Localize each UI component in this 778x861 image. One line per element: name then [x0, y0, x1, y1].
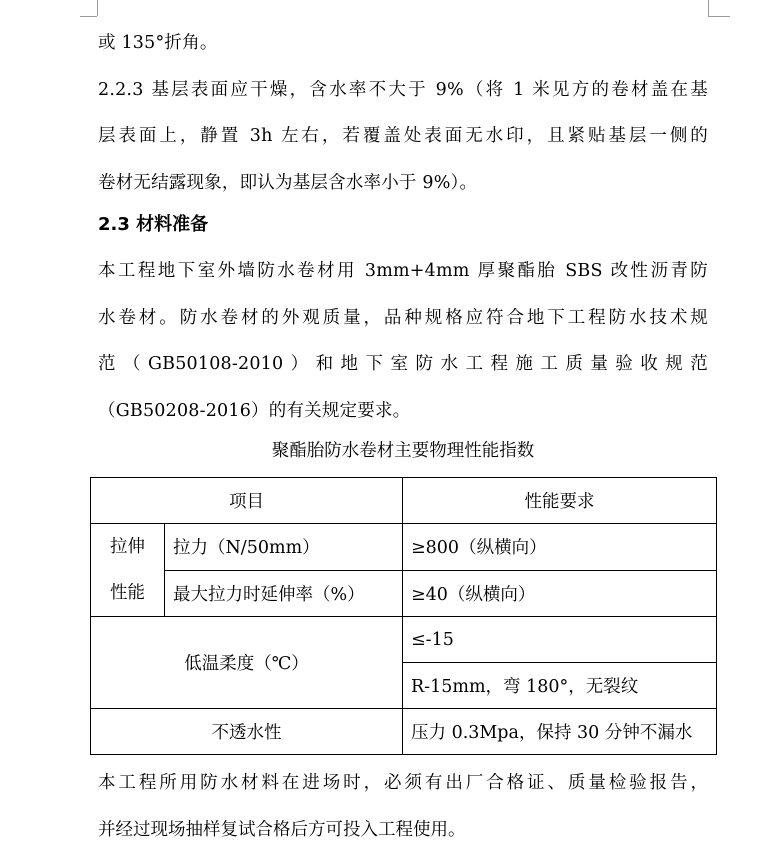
group-cell-tensile — [91, 524, 165, 617]
paragraph-line: 层表面上，静置 3h 左右，若覆盖处表面无水印，且紧贴基层一侧的 — [98, 126, 708, 146]
requirement-cell: ≥40（纵横向） — [403, 570, 717, 617]
paragraph-materials — [98, 248, 708, 434]
paragraph-line: 或 135°折角。 — [98, 33, 218, 53]
paragraph-line: 卷材无结露现象，即认为基层含水率小于 9%）。 — [98, 172, 478, 193]
paragraph-line: 范（GB50108-2010）和地下室防水工程施工质量验收规范 — [98, 354, 708, 374]
header-requirement-cell: 性能要求 — [403, 478, 717, 524]
item-cell: 最大拉力时延伸率（%） — [165, 570, 403, 617]
margin-mark-top-right — [708, 0, 709, 16]
item-cell: 不透水性 — [91, 709, 403, 755]
table-caption: 聚酯胎防水卷材主要物理性能指数 — [271, 441, 535, 461]
requirement-cell: ≥800（纵横向） — [403, 524, 717, 571]
table-row — [91, 524, 717, 571]
paragraph-line: 本工程地下室外墙防水卷材用 3mm+4mm 厚聚酯胎 SBS 改性沥青防 — [98, 261, 708, 281]
header-item-cell: 项目 — [91, 478, 403, 524]
paragraph-line: 并经过现场抽样复试合格后方可投入工程使用。 — [98, 819, 466, 840]
table-row — [91, 617, 717, 663]
margin-mark-top-right-h — [708, 16, 730, 17]
group-label-line: 拉伸 — [110, 537, 145, 557]
paragraph-line: 水卷材。防水卷材的外观质量，品种规格应符合地下工程防水技术规 — [98, 307, 708, 328]
paragraph-acceptance — [98, 760, 708, 853]
requirement-cell: R-15mm，弯 180°，无裂纹 — [403, 663, 717, 709]
item-cell: 拉力（N/50mm） — [165, 524, 403, 571]
table-row — [91, 570, 717, 617]
requirement-cell: ≤-15 — [403, 617, 717, 663]
group-label-line: 性能 — [110, 583, 145, 603]
margin-mark-top-left — [97, 0, 98, 16]
section-heading: 2.3 材料准备 — [98, 214, 209, 235]
margin-mark-top-left-h — [80, 16, 97, 17]
paragraph-substrate — [98, 20, 708, 206]
item-cell: 低温柔度（℃） — [91, 617, 403, 709]
paragraph-line: （GB50208-2016）的有关规定要求。 — [98, 400, 411, 421]
paragraph-line: 2.2.3 基层表面应干燥，含水率不大于 9%（将 1 米见方的卷材盖在基 — [98, 79, 708, 100]
table-header-row — [91, 478, 717, 524]
properties-table — [90, 477, 717, 755]
table-row — [91, 709, 717, 755]
requirement-cell: 压力 0.3Mpa，保持 30 分钟不漏水 — [403, 709, 717, 755]
paragraph-line: 本工程所用防水材料在进场时，必须有出厂合格证、质量检验报告， — [98, 773, 708, 793]
